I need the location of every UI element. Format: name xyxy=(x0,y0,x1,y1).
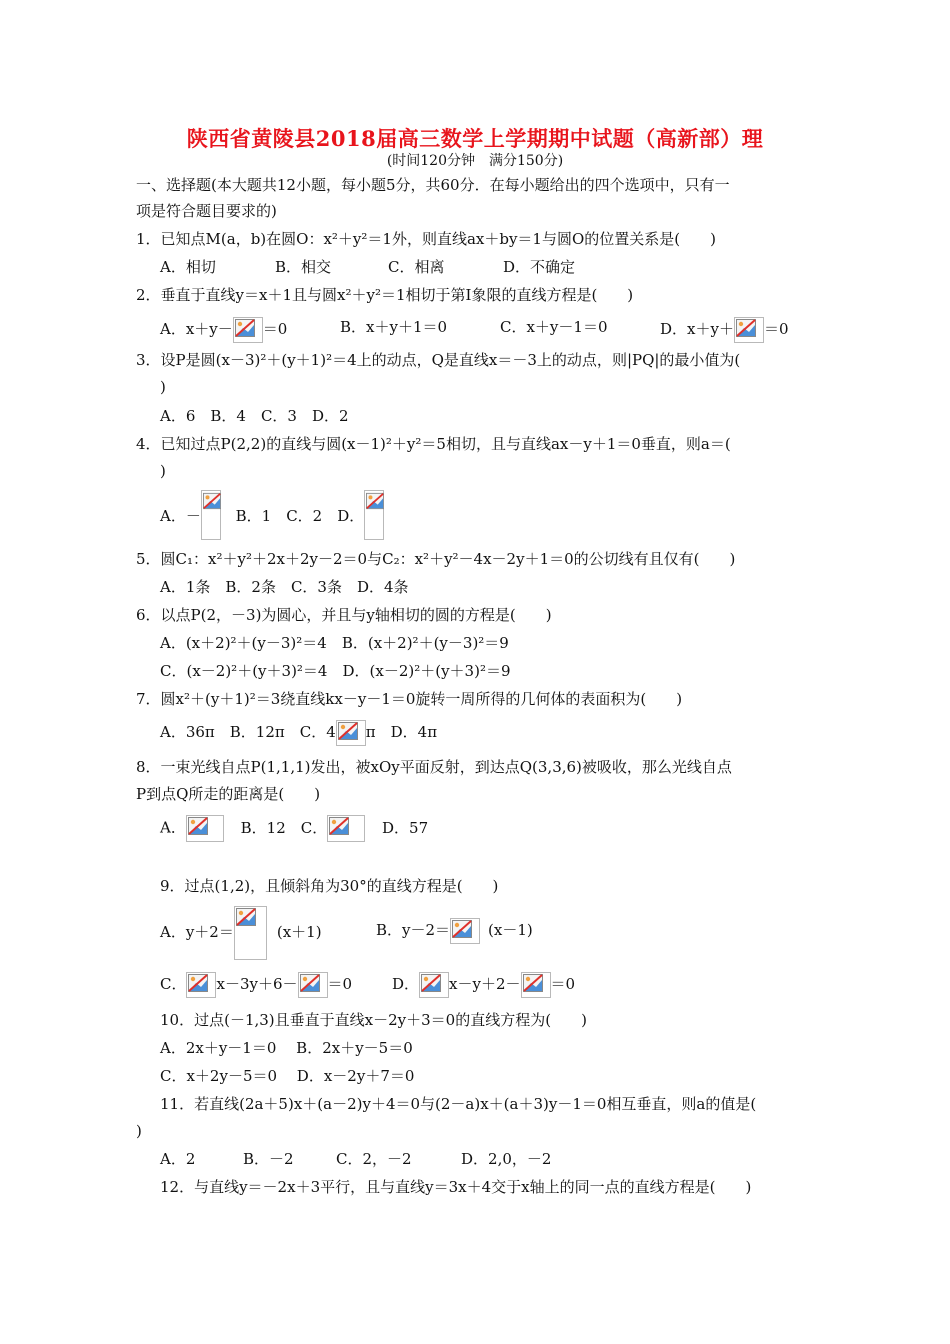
q2-option-a-prefix: A．x＋y－ xyxy=(160,320,233,338)
question-5: 5．圆C₁：x²＋y²＋2x＋2y－2＝0与C₂：x²＋y²－4x－2y＋1＝0的公切线有且仅有( ) xyxy=(136,550,736,568)
q9-option-a-prefix: A．y＋2＝ xyxy=(160,923,234,941)
question-7: 7．圆x²＋(y＋1)²＝3绕直线kx－y－1＝0旋转一周所得的几何体的表面积为( ) xyxy=(136,690,683,708)
q2-option-c: C．x＋y－1＝0 xyxy=(500,318,608,336)
q1-option-d: D．不确定 xyxy=(503,258,576,276)
q9-option-a-suffix: (x＋1) xyxy=(276,923,322,941)
question-2: 2．垂直于直线y＝x＋1且与圆x²＋y²＝1相切于第Ⅰ象限的直线方程是( ) xyxy=(136,286,634,304)
q3-options: A．6 B．4 C．3 D．2 xyxy=(160,407,349,425)
q9-option-b-suffix: (x－1) xyxy=(488,921,533,939)
q11-option-a: A．2 xyxy=(160,1150,196,1168)
q2-option-a xyxy=(160,317,287,343)
q2-option-d-prefix: D．x＋y＋ xyxy=(660,320,734,338)
q7-options xyxy=(160,720,437,746)
q1-option-b: B．相交 xyxy=(275,258,332,276)
q4-options xyxy=(160,490,384,540)
question-8-cont: P到点Q所走的距离是( ) xyxy=(136,785,321,803)
q8-option-bc: B．12 C． xyxy=(240,818,328,837)
question-4: 4．已知过点P(2,2)的直线与圆(x－1)²＋y²＝5相切，且与直线ax－y＋1＝0垂直，则a＝( xyxy=(136,435,731,453)
q2-option-a-suffix: ＝0 xyxy=(262,320,288,338)
page-title: 陕西省黄陵县2018届高三数学上学期期中试题（高新部）理 xyxy=(186,126,764,151)
broken-image-icon xyxy=(364,490,384,540)
q2-option-d-suffix: ＝0 xyxy=(763,320,789,338)
q7-options-suffix: π D．4π xyxy=(365,723,438,741)
question-9: 9．过点(1,2)，且倾斜角为30°的直线方程是( ) xyxy=(160,877,499,895)
question-1: 1．已知点M(a，b)在圆O：x²＋y²＝1外，则直线ax＋by＝1与圆O的位置关系是( ) xyxy=(136,230,716,248)
q9-option-d-mid: x－y＋2－ xyxy=(449,975,521,993)
q9-option-c-mid: x－3y＋6－ xyxy=(216,975,298,993)
broken-image-icon xyxy=(298,972,328,998)
q7-options-prefix: A．36π B．12π C．4 xyxy=(160,723,336,741)
broken-image-icon xyxy=(233,317,263,343)
q6-options-row2: C．(x－2)²＋(y＋3)²＝4 D．(x－2)²＋(y＋3)²＝9 xyxy=(160,662,511,680)
question-6: 6．以点P(2，－3)为圆心，并且与y轴相切的圆的方程是( ) xyxy=(136,606,552,624)
broken-image-icon xyxy=(450,918,480,944)
broken-image-icon xyxy=(186,972,216,998)
broken-image-icon xyxy=(327,815,365,842)
q9-option-b-prefix: B．y－2＝ xyxy=(376,921,451,939)
broken-image-icon xyxy=(186,815,224,842)
q11-option-c: C．2，－2 xyxy=(336,1150,412,1168)
broken-image-icon xyxy=(734,317,764,343)
q8-options xyxy=(160,815,428,842)
q9-option-a xyxy=(160,906,322,960)
question-10: 10．过点(－1,3)且垂直于直线x－2y＋3＝0的直线方程为( ) xyxy=(160,1011,587,1029)
broken-image-icon xyxy=(336,720,366,746)
q10-options-row1: A．2x＋y－1＝0 B．2x＋y－5＝0 xyxy=(160,1039,413,1057)
q2-option-b: B．x＋y＋1＝0 xyxy=(340,318,448,336)
q5-options: A．1条 B．2条 C．3条 D．4条 xyxy=(160,578,409,596)
question-4-cont: ) xyxy=(160,462,166,480)
question-11: 11．若直线(2a＋5)x＋(a－2)y＋4＝0与(2－a)x＋(a＋3)y－1＝0相互垂直，则a的值是( xyxy=(160,1095,757,1113)
question-12: 12．与直线y＝－2x＋3平行，且与直线y＝3x＋4交于x轴上的同一点的直线方程是( ) xyxy=(160,1178,752,1196)
question-3: 3．设P是圆(x－3)²＋(y＋1)²＝4上的动点，Q是直线x＝－3上的动点，则|PQ|的最小值为( xyxy=(136,351,741,369)
broken-image-icon xyxy=(521,972,551,998)
q8-option-d: D．57 xyxy=(382,818,429,837)
q9-option-c-prefix: C． xyxy=(160,975,187,993)
q9-option-d-prefix: D． xyxy=(392,975,420,993)
q9-option-c-suffix: ＝0 xyxy=(327,975,353,993)
q11-option-d: D．2,0，－2 xyxy=(461,1150,552,1168)
exam-time-score: (时间120分钟 满分150分) xyxy=(386,153,564,169)
broken-image-icon xyxy=(201,490,221,540)
q9-option-d xyxy=(392,972,575,998)
question-8: 8．一束光线自点P(1,1,1)发出，被xOy平面反射，到达点Q(3,3,6)被吸收，那么光线自点 xyxy=(136,758,732,776)
broken-image-icon xyxy=(419,972,449,998)
q9-option-c xyxy=(160,972,352,998)
q6-options-row1: A．(x＋2)²＋(y－3)²＝4 B．(x＋2)²＋(y－3)²＝9 xyxy=(160,634,509,652)
q11-option-b: B．－2 xyxy=(243,1150,294,1168)
question-11-cont: ) xyxy=(136,1122,142,1140)
q4-option-a-prefix: A．－ xyxy=(160,507,201,525)
q4-options-bcd: B．1 C．2 D． xyxy=(235,507,365,525)
q1-option-a: A．相切 xyxy=(160,258,216,276)
q9-option-d-suffix: ＝0 xyxy=(550,975,576,993)
question-3-cont: ) xyxy=(160,378,166,396)
section-header-line1: 一、选择题(本大题共12小题，每小题5分，共60分．在每小题给出的四个选项中，只有一 xyxy=(136,176,730,194)
broken-image-icon xyxy=(234,906,267,960)
q10-options-row2: C．x＋2y－5＝0 D．x－2y＋7＝0 xyxy=(160,1067,415,1085)
q2-option-d xyxy=(660,317,789,343)
q1-option-c: C．相离 xyxy=(388,258,445,276)
section-header-line2: 项是符合题目要求的) xyxy=(136,202,277,220)
q9-option-b xyxy=(376,918,533,944)
q8-option-a: A． xyxy=(160,818,186,837)
